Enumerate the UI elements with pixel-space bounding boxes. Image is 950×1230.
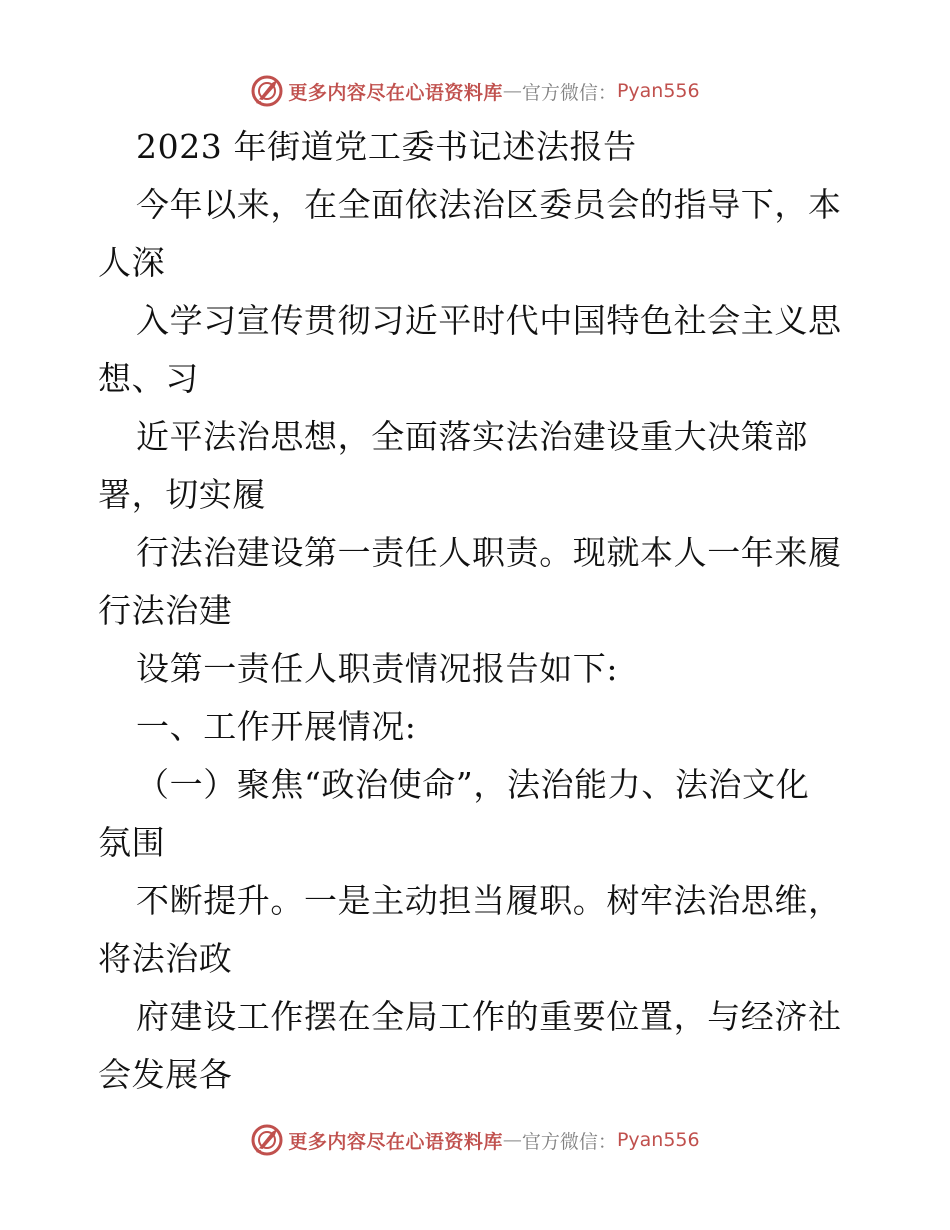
- watermark-wechat-label: 官方微信：: [521, 1130, 617, 1153]
- watermark-banner-top: [0, 71, 950, 111]
- text-line: 入学习宣传贯彻习近平时代中国特色社会主义思: [136, 301, 842, 340]
- text-line: 府建设工作摆在全局工作的重要位置，与经济社: [136, 997, 842, 1036]
- text-line: 将法治政: [98, 939, 233, 978]
- text-line: 行法治建: [98, 591, 233, 630]
- section-heading: 一、工作开展情况:: [136, 707, 417, 746]
- watermark-slogan: 更多内容尽在心语资料库: [288, 81, 503, 104]
- text-line: 会发展各: [98, 1055, 233, 1094]
- text-line: 行法治建设第一责任人职责。现就本人一年来履: [136, 533, 842, 572]
- watermark-wechat-id: Pyan556: [616, 80, 700, 102]
- watermark-dash: —: [502, 80, 522, 102]
- text-line: 想、习: [98, 359, 199, 398]
- text-line: 署，切实履: [98, 475, 266, 514]
- text-line: 近平法治思想，全面落实法治建设重大决策部: [136, 417, 808, 456]
- watermark-banner-bottom: [0, 1120, 950, 1160]
- quill-pen-circle-icon: [250, 1123, 284, 1157]
- subsection-heading: （一）聚焦“政治使命”，法治能力、法治文化: [136, 765, 810, 804]
- watermark-slogan: 更多内容尽在心语资料库: [288, 1130, 503, 1153]
- text-line: 今年以来，在全面依法治区委员会的指导下，本: [136, 185, 842, 224]
- document-title: 2023 年街道党工委书记述法报告: [136, 127, 637, 166]
- text-line: 氛围: [98, 823, 166, 862]
- quill-pen-circle-icon: [250, 74, 284, 108]
- watermark-wechat-id: Pyan556: [616, 1129, 700, 1151]
- watermark-dash: —: [502, 1129, 522, 1151]
- watermark-wechat-label: 官方微信：: [521, 81, 617, 104]
- text-line: 设第一责任人职责情况报告如下:: [136, 649, 619, 688]
- text-line: 不断提升。一是主动担当履职。树牢法治思维，: [136, 881, 842, 920]
- text-line: 人深: [98, 243, 166, 282]
